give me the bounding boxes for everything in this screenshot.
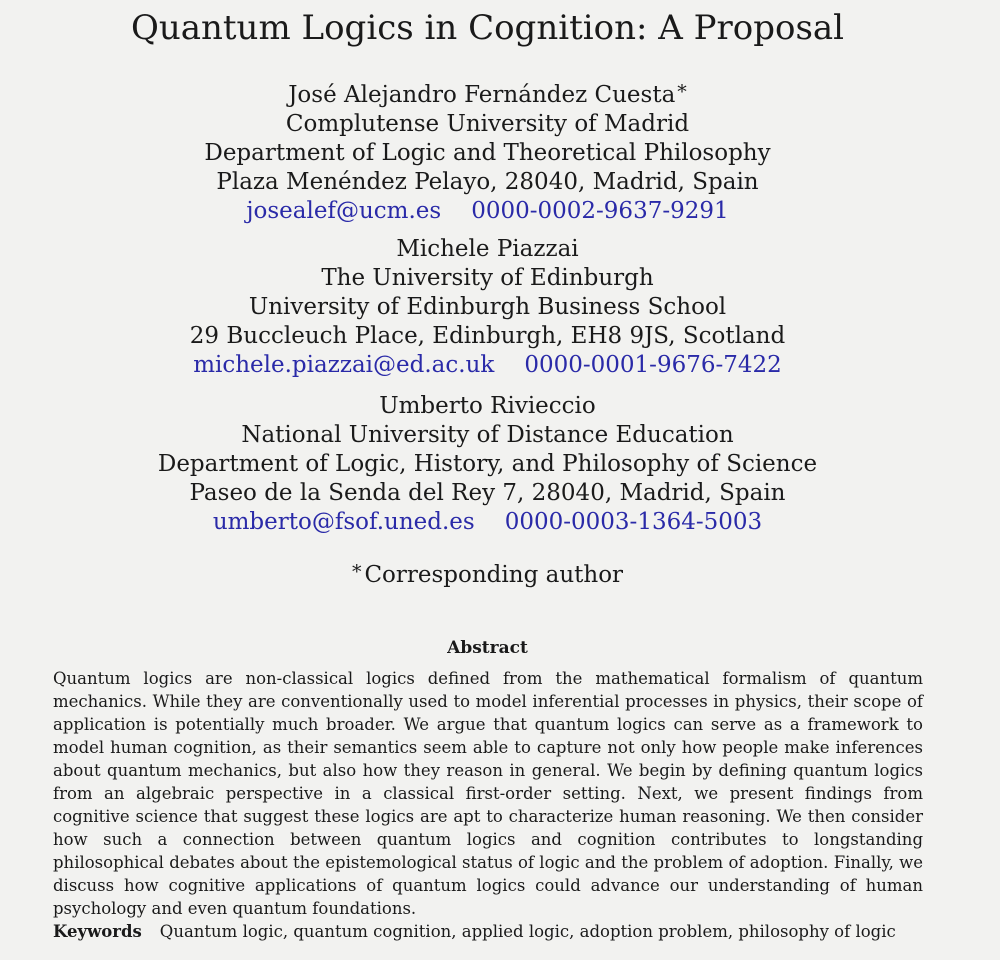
author-affiliation: Complutense University of Madrid [285,111,690,137]
author-links [0,197,975,226]
author-email-link[interactable]: michele.piazzai@ed.ac.uk [193,352,495,378]
author-name-line [0,78,975,110]
author-orcid-link[interactable]: 0000-0001-9676-7422 [524,352,782,378]
author-orcid-link[interactable]: 0000-0002-9637-9291 [471,198,729,224]
author-email-link[interactable]: josealef@ucm.es [246,198,442,224]
corresponding-marker: * [677,81,687,103]
paper-title: Quantum Logics in Cognition: A Proposal [130,8,845,48]
keywords-label: Keywords [53,922,142,941]
author-name: Michele Piazzai [396,236,579,262]
author-department: Department of Logic and Theoretical Philosophy [204,140,771,166]
author-affiliation: National University of Distance Education [241,422,734,448]
author-affiliation: The University of Edinburgh [321,265,654,291]
author-address: 29 Buccleuch Place, Edinburgh, EH8 9JS, Scotland [189,323,786,349]
author-block [0,78,975,226]
author-department: Department of Logic, History, and Philosophy of Science [157,451,818,477]
corresponding-note-text: Corresponding author [364,562,624,588]
author-name: José Alejandro Fernández Cuesta [288,82,676,108]
author-address: Plaza Menéndez Pelayo, 28040, Madrid, Spain [216,169,759,195]
corresponding-author-note [0,558,975,590]
author-email-link[interactable]: umberto@fsof.uned.es [212,509,475,535]
author-name: Umberto Rivieccio [379,393,596,419]
keywords-line [53,920,943,943]
author-links [0,508,975,537]
keywords-text: Quantum logic, quantum cognition, applied logic, adoption problem, philosophy of logic [159,922,896,941]
abstract-text: Quantum logics are non-classical logics defined from the mathematical formalism of quantum mechanics. While they are conventionally used to model inferential processes in physics, their scope of application is potentially much broader. We argue that quantum logics can serve as a framework to model human cognition, as their semantics seem able to capture not only how people make inferences about quantum mechanics, but also how they reason in general. We begin by defining quantum logics from an algebraic perspective in a classical first-order setting. Next, we present findings from cognitive science that suggest these logics are apt to characterize human reasoning. We then consider how such a connection between quantum logics and cognition contributes to longstanding philosophical debates about the epistemological status of logic and the problem of adoption. Finally, we discuss how cognitive applications of quantum logics could advance our understanding of human psychology and even quantum foundations. [53,669,923,918]
author-department: University of Edinburgh Business School [248,294,727,320]
author-block [0,392,975,537]
author-links [0,351,975,380]
author-address: Paseo de la Senda del Rey 7, 28040, Madrid, Spain [189,480,786,506]
corresponding-note-marker: * [351,561,362,583]
abstract-heading: Abstract [447,638,528,658]
author-orcid-link[interactable]: 0000-0003-1364-5003 [504,509,763,535]
author-block [0,235,975,380]
